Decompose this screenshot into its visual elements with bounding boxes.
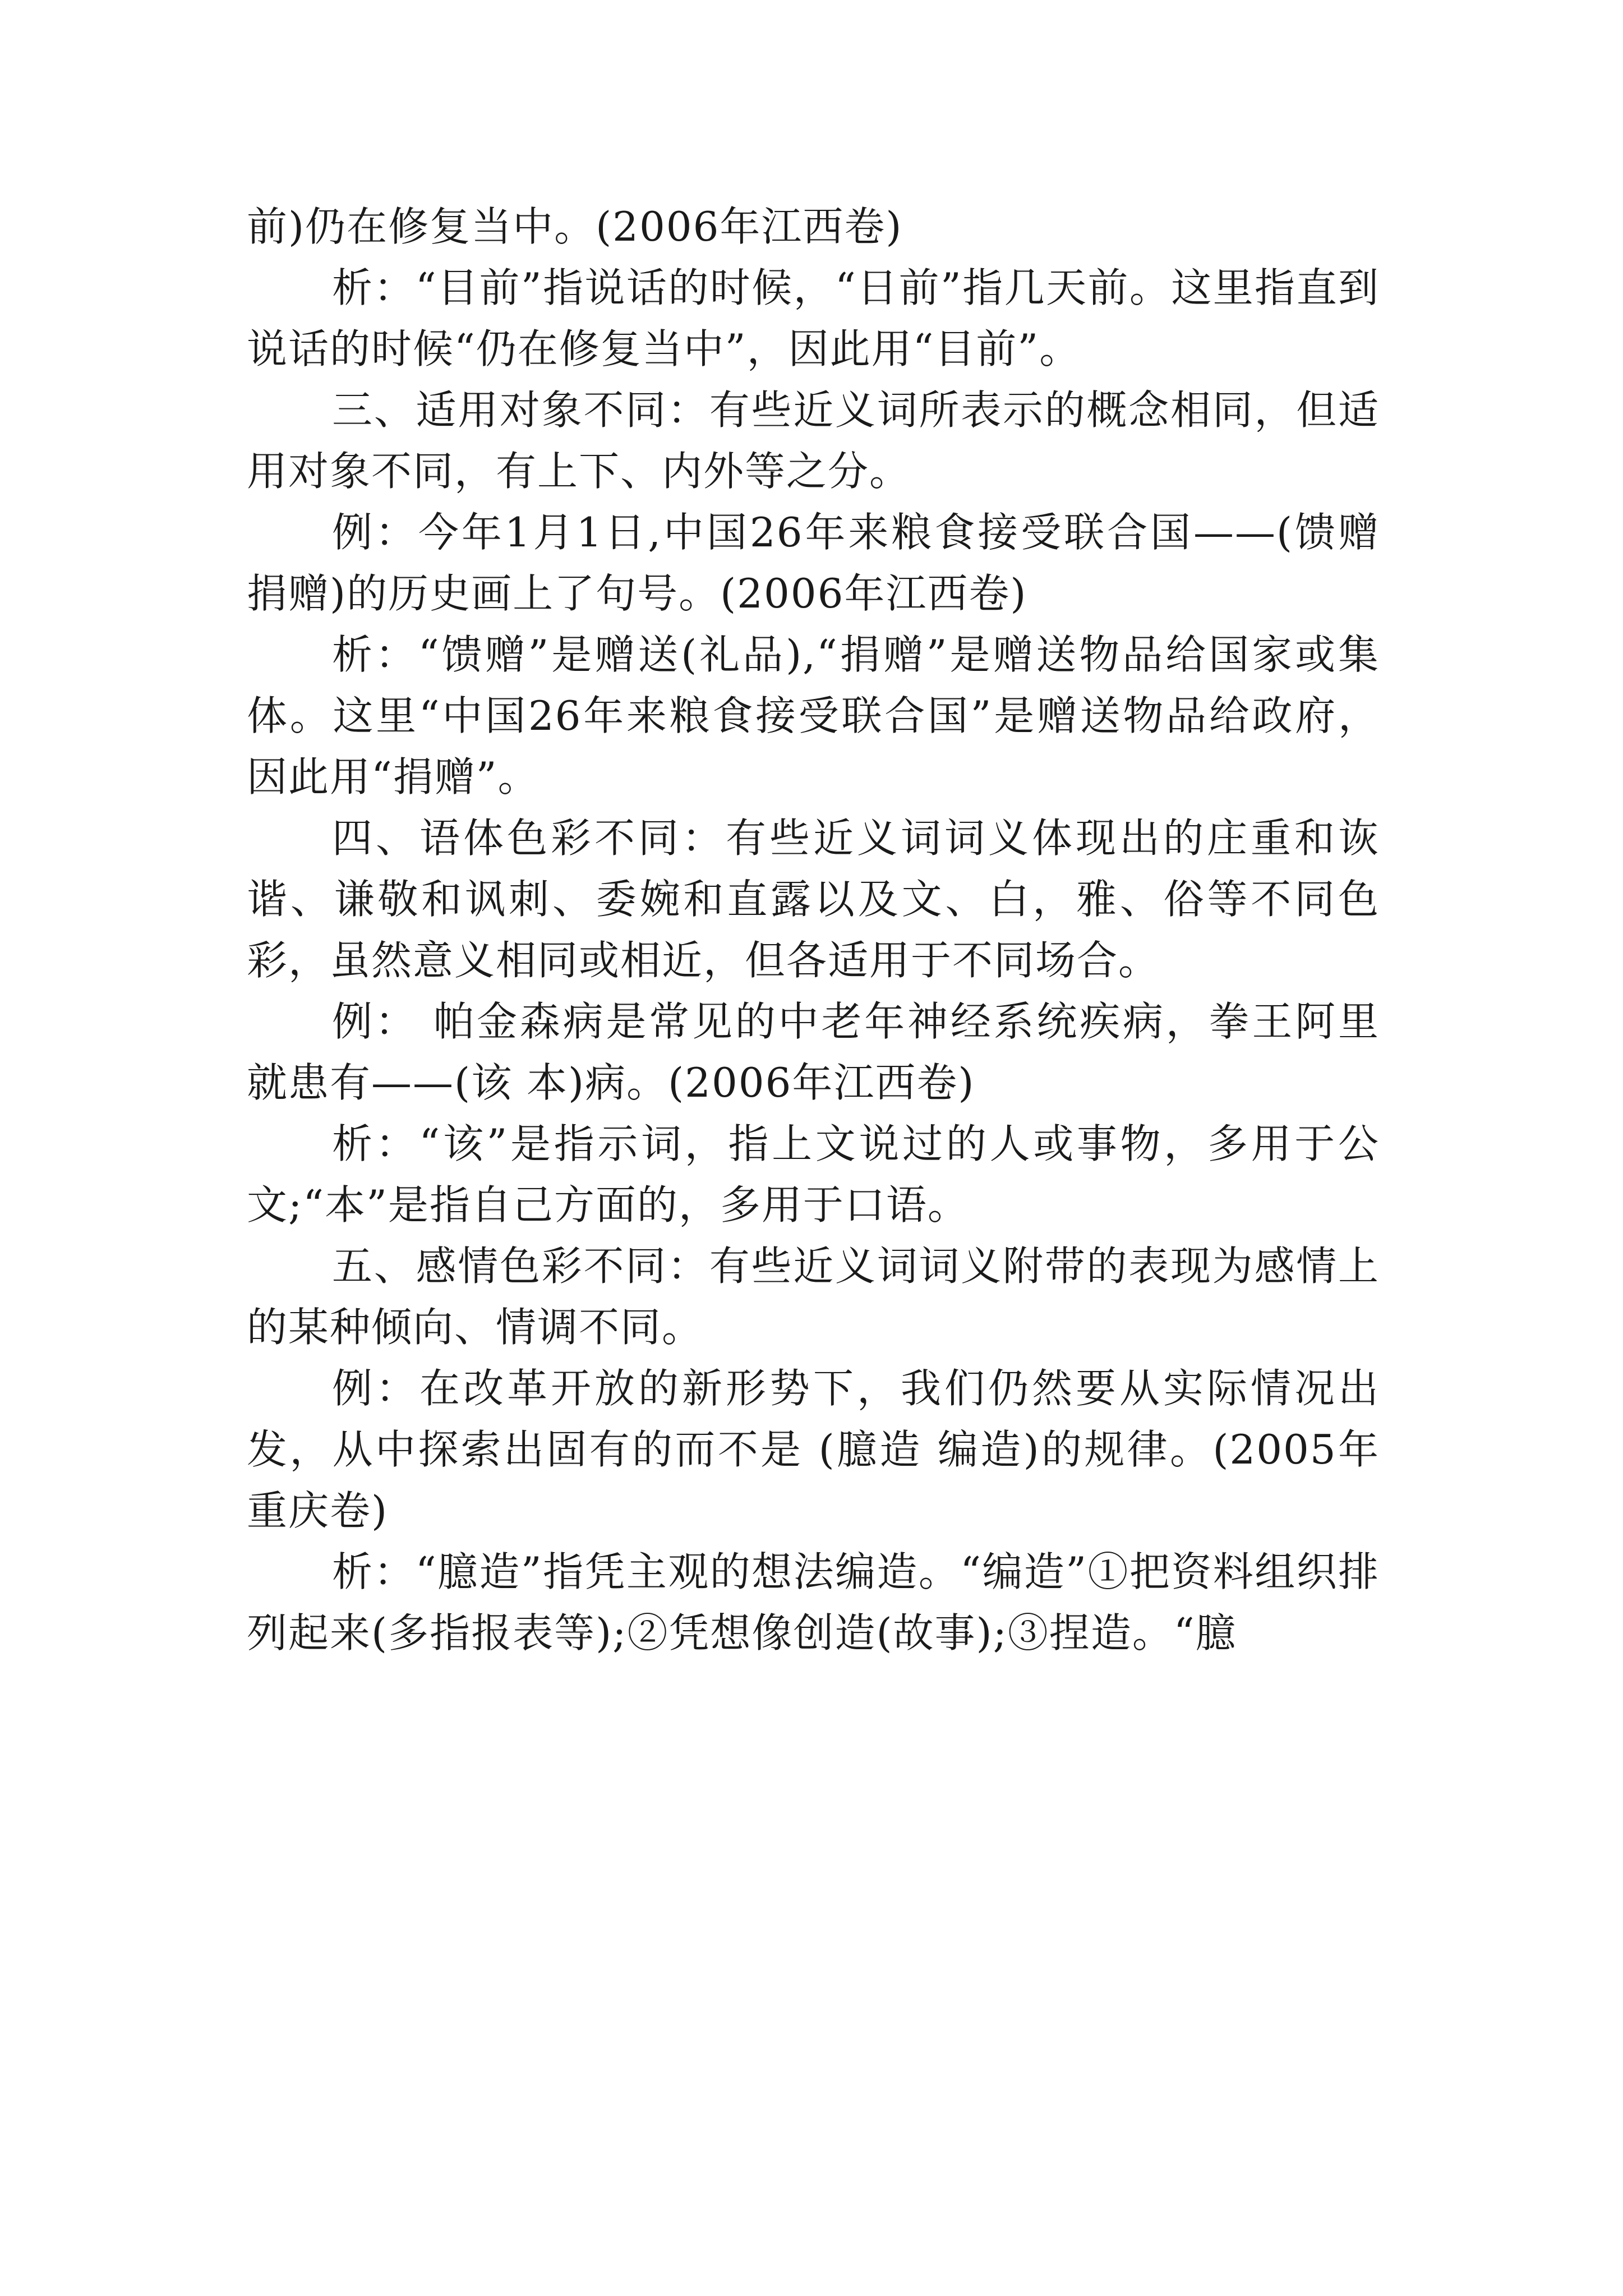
- section-heading-4: 四、语体色彩不同：有些近义词词义体现出的庄重和诙谐、谦敬和讽刺、委婉和直露以及文、白，雅、俗等不同色彩，虽然意义相同或相近，但各适用于不同场合。: [247, 815, 1380, 984]
- section-heading-5: 五、感情色彩不同：有些近义词词义附带的表现为感情上的某种倾向、情调不同。: [247, 1243, 1380, 1351]
- paragraph-analysis: 析：“目前”指说话的时候，“日前”指几天前。这里指直到说话的时候“仍在修复当中”，因此用“目前”。: [247, 264, 1380, 372]
- paragraph-continuation: 前)仍在修复当中。(2006年江西卷): [247, 203, 903, 250]
- paragraph-analysis: 析：“馈赠”是赠送(礼品),“捐赠”是赠送物品给国家或集体。这里“中国26年来粮食接受联合国”是赠送物品给政府，因此用“捐赠”。: [247, 631, 1380, 800]
- paragraph-example: 例：今年1月1日,中国26年来粮食接受联合国——(馈赠 捐赠)的历史画上了句号。(2006年江西卷): [247, 509, 1380, 617]
- paragraph-analysis: 析：“该”是指示词，指上文说过的人或事物，多用于公文;“本”是指自己方面的，多用于口语。: [247, 1120, 1380, 1228]
- paragraph-example: 例：在改革开放的新形势下，我们仍然要从实际情况出发，从中探索出固有的而不是 (臆造 编造)的规律。(2005年重庆卷): [247, 1365, 1380, 1534]
- paragraph-example: 例： 帕金森病是常见的中老年神经系统疾病，拳王阿里就患有——(该 本)病。(2006年江西卷): [247, 998, 1380, 1106]
- paragraph-analysis: 析：“臆造”指凭主观的想法编造。“编造”①把资料组织排列起来(多指报表等);②凭想像创造(故事);③捏造。“臆: [247, 1548, 1380, 1657]
- document-body: [247, 196, 1380, 1664]
- section-heading-3: 三、适用对象不同：有些近义词所表示的概念相同，但适用对象不同，有上下、内外等之分。: [247, 386, 1380, 495]
